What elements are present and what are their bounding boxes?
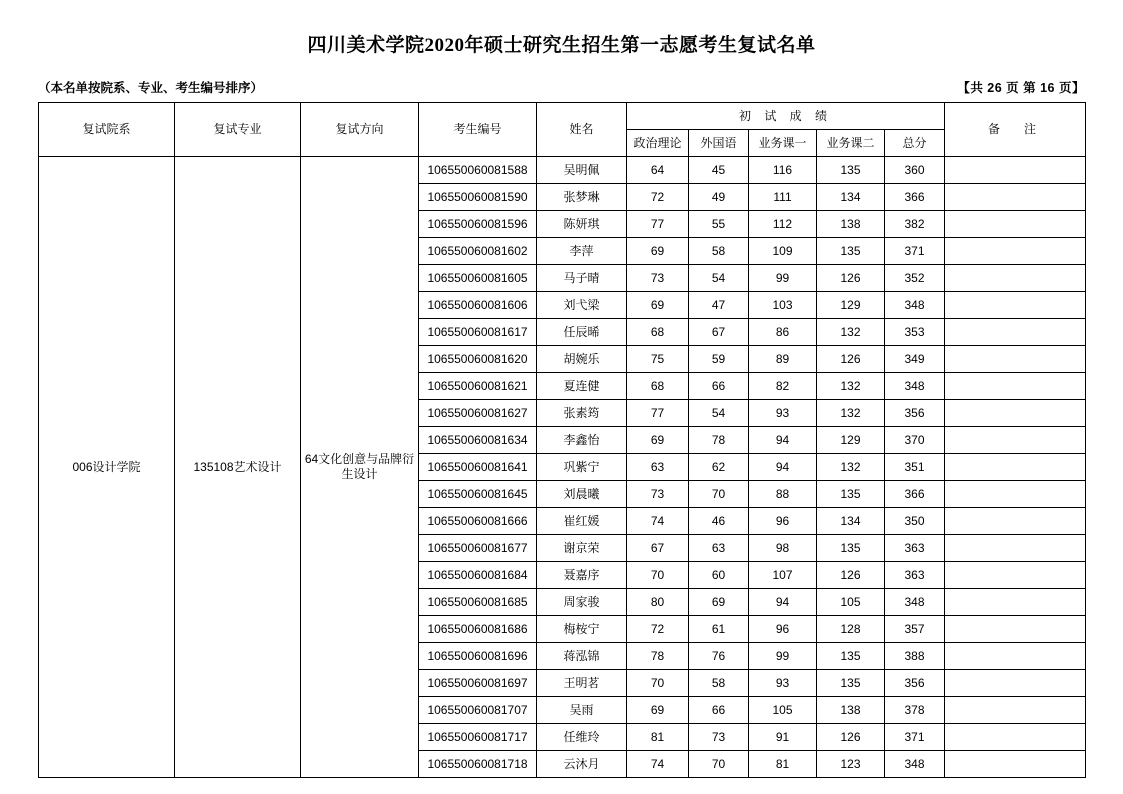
cell-candidate-id: 106550060081717 xyxy=(419,724,537,751)
cell-remark xyxy=(945,724,1086,751)
cell-foreign: 61 xyxy=(689,616,749,643)
cell-total: 349 xyxy=(885,346,945,373)
cell-total: 382 xyxy=(885,211,945,238)
cell-candidate-id: 106550060081697 xyxy=(419,670,537,697)
col-header-total: 总分 xyxy=(885,130,945,157)
cell-politics: 69 xyxy=(627,238,689,265)
cell-major1: 111 xyxy=(749,184,817,211)
cell-politics: 77 xyxy=(627,400,689,427)
cell-foreign: 69 xyxy=(689,589,749,616)
cell-major1: 98 xyxy=(749,535,817,562)
cell-politics: 74 xyxy=(627,508,689,535)
cell-major1: 112 xyxy=(749,211,817,238)
cell-foreign: 66 xyxy=(689,373,749,400)
cell-remark xyxy=(945,400,1086,427)
cell-remark xyxy=(945,616,1086,643)
cell-major2: 129 xyxy=(817,427,885,454)
cell-major1: 88 xyxy=(749,481,817,508)
cell-major1: 81 xyxy=(749,751,817,778)
cell-candidate-id: 106550060081685 xyxy=(419,589,537,616)
cell-major2: 126 xyxy=(817,724,885,751)
col-header-politics: 政治理论 xyxy=(627,130,689,157)
cell-remark xyxy=(945,157,1086,184)
col-header-major: 复试专业 xyxy=(175,103,301,157)
cell-politics: 63 xyxy=(627,454,689,481)
cell-total: 348 xyxy=(885,589,945,616)
cell-name: 任维玲 xyxy=(537,724,627,751)
cell-candidate-id: 106550060081596 xyxy=(419,211,537,238)
cell-major2: 135 xyxy=(817,643,885,670)
cell-politics: 73 xyxy=(627,481,689,508)
cell-politics: 73 xyxy=(627,265,689,292)
cell-total: 348 xyxy=(885,292,945,319)
cell-candidate-id: 106550060081606 xyxy=(419,292,537,319)
cell-name: 马子晴 xyxy=(537,265,627,292)
cell-foreign: 70 xyxy=(689,481,749,508)
cell-candidate-id: 106550060081684 xyxy=(419,562,537,589)
cell-remark xyxy=(945,454,1086,481)
cell-major1: 107 xyxy=(749,562,817,589)
cell-major1: 89 xyxy=(749,346,817,373)
cell-name: 张素筠 xyxy=(537,400,627,427)
cell-foreign: 49 xyxy=(689,184,749,211)
candidates-table xyxy=(38,102,1086,778)
table-row xyxy=(39,157,1086,184)
cell-total: 351 xyxy=(885,454,945,481)
cell-candidate-id: 106550060081590 xyxy=(419,184,537,211)
cell-major1: 94 xyxy=(749,454,817,481)
cell-name: 谢京荣 xyxy=(537,535,627,562)
col-header-remark: 备 注 xyxy=(945,103,1086,157)
cell-politics: 72 xyxy=(627,616,689,643)
col-header-foreign: 外国语 xyxy=(689,130,749,157)
cell-name: 崔红媛 xyxy=(537,508,627,535)
page-title: 四川美术学院2020年硕士研究生招生第一志愿考生复试名单 xyxy=(307,35,816,56)
cell-major2: 132 xyxy=(817,319,885,346)
cell-foreign: 58 xyxy=(689,238,749,265)
cell-remark xyxy=(945,211,1086,238)
subheader-row xyxy=(38,78,1085,96)
cell-total: 388 xyxy=(885,643,945,670)
cell-name: 吴明佩 xyxy=(537,157,627,184)
cell-name: 刘晨曦 xyxy=(537,481,627,508)
cell-candidate-id: 106550060081645 xyxy=(419,481,537,508)
cell-candidate-id: 106550060081666 xyxy=(419,508,537,535)
cell-foreign: 78 xyxy=(689,427,749,454)
cell-name: 梅桉宁 xyxy=(537,616,627,643)
cell-total: 363 xyxy=(885,535,945,562)
cell-remark xyxy=(945,238,1086,265)
cell-politics: 70 xyxy=(627,670,689,697)
cell-major2: 105 xyxy=(817,589,885,616)
table-header-row-1 xyxy=(39,103,1086,130)
col-header-name: 姓名 xyxy=(537,103,627,157)
cell-name: 云沐月 xyxy=(537,751,627,778)
cell-remark xyxy=(945,184,1086,211)
cell-foreign: 63 xyxy=(689,535,749,562)
cell-candidate-id: 106550060081621 xyxy=(419,373,537,400)
cell-remark xyxy=(945,427,1086,454)
cell-politics: 68 xyxy=(627,319,689,346)
cell-name: 陈妍琪 xyxy=(537,211,627,238)
cell-politics: 75 xyxy=(627,346,689,373)
cell-politics: 69 xyxy=(627,292,689,319)
cell-remark xyxy=(945,751,1086,778)
cell-major1: 99 xyxy=(749,643,817,670)
cell-major1: 94 xyxy=(749,427,817,454)
cell-foreign: 55 xyxy=(689,211,749,238)
cell-politics: 81 xyxy=(627,724,689,751)
cell-direction: 64文化创意与品牌衍生设计 xyxy=(301,157,419,778)
cell-name: 刘弋梁 xyxy=(537,292,627,319)
cell-candidate-id: 106550060081617 xyxy=(419,319,537,346)
cell-candidate-id: 106550060081620 xyxy=(419,346,537,373)
cell-remark xyxy=(945,562,1086,589)
cell-remark xyxy=(945,319,1086,346)
cell-name: 周家骏 xyxy=(537,589,627,616)
cell-candidate-id: 106550060081677 xyxy=(419,535,537,562)
cell-major1: 93 xyxy=(749,400,817,427)
cell-name: 蒋泓锦 xyxy=(537,643,627,670)
cell-major1: 105 xyxy=(749,697,817,724)
cell-remark xyxy=(945,346,1086,373)
cell-major1: 86 xyxy=(749,319,817,346)
cell-name: 王明茗 xyxy=(537,670,627,697)
cell-name: 李萍 xyxy=(537,238,627,265)
cell-politics: 78 xyxy=(627,643,689,670)
cell-remark xyxy=(945,589,1086,616)
cell-dept: 006设计学院 xyxy=(39,157,175,778)
cell-major1: 103 xyxy=(749,292,817,319)
cell-major2: 135 xyxy=(817,238,885,265)
cell-total: 366 xyxy=(885,184,945,211)
cell-major1: 96 xyxy=(749,508,817,535)
cell-total: 353 xyxy=(885,319,945,346)
cell-total: 356 xyxy=(885,400,945,427)
cell-candidate-id: 106550060081602 xyxy=(419,238,537,265)
cell-name: 聂嘉序 xyxy=(537,562,627,589)
cell-foreign: 62 xyxy=(689,454,749,481)
cell-major: 135108艺术设计 xyxy=(175,157,301,778)
cell-total: 352 xyxy=(885,265,945,292)
col-header-direction: 复试方向 xyxy=(301,103,419,157)
cell-remark xyxy=(945,481,1086,508)
cell-major2: 132 xyxy=(817,454,885,481)
cell-politics: 80 xyxy=(627,589,689,616)
cell-total: 370 xyxy=(885,427,945,454)
cell-foreign: 73 xyxy=(689,724,749,751)
cell-major2: 135 xyxy=(817,670,885,697)
cell-major2: 135 xyxy=(817,481,885,508)
cell-foreign: 45 xyxy=(689,157,749,184)
cell-major1: 94 xyxy=(749,589,817,616)
cell-total: 348 xyxy=(885,373,945,400)
cell-remark xyxy=(945,292,1086,319)
cell-major2: 134 xyxy=(817,508,885,535)
page-counter: 【共 26 页 第 16 页】 xyxy=(957,81,1085,95)
cell-major1: 116 xyxy=(749,157,817,184)
cell-total: 356 xyxy=(885,670,945,697)
cell-candidate-id: 106550060081627 xyxy=(419,400,537,427)
cell-name: 夏连健 xyxy=(537,373,627,400)
cell-total: 348 xyxy=(885,751,945,778)
cell-major1: 109 xyxy=(749,238,817,265)
cell-foreign: 70 xyxy=(689,751,749,778)
cell-foreign: 54 xyxy=(689,265,749,292)
cell-total: 350 xyxy=(885,508,945,535)
cell-politics: 77 xyxy=(627,211,689,238)
cell-total: 363 xyxy=(885,562,945,589)
cell-politics: 72 xyxy=(627,184,689,211)
cell-total: 366 xyxy=(885,481,945,508)
cell-candidate-id: 106550060081707 xyxy=(419,697,537,724)
cell-name: 吴雨 xyxy=(537,697,627,724)
cell-major2: 134 xyxy=(817,184,885,211)
col-header-major2: 业务课二 xyxy=(817,130,885,157)
cell-name: 巩紫宁 xyxy=(537,454,627,481)
cell-major1: 93 xyxy=(749,670,817,697)
cell-foreign: 54 xyxy=(689,400,749,427)
cell-major2: 128 xyxy=(817,616,885,643)
cell-candidate-id: 106550060081588 xyxy=(419,157,537,184)
cell-remark xyxy=(945,697,1086,724)
col-header-major1: 业务课一 xyxy=(749,130,817,157)
cell-politics: 70 xyxy=(627,562,689,589)
cell-major2: 135 xyxy=(817,535,885,562)
cell-foreign: 66 xyxy=(689,697,749,724)
cell-major1: 82 xyxy=(749,373,817,400)
cell-remark xyxy=(945,373,1086,400)
cell-major1: 91 xyxy=(749,724,817,751)
col-header-candidate-id: 考生编号 xyxy=(419,103,537,157)
cell-major2: 132 xyxy=(817,400,885,427)
cell-major2: 132 xyxy=(817,373,885,400)
cell-candidate-id: 106550060081641 xyxy=(419,454,537,481)
cell-politics: 74 xyxy=(627,751,689,778)
cell-major2: 138 xyxy=(817,697,885,724)
cell-remark xyxy=(945,535,1086,562)
cell-name: 任辰晞 xyxy=(537,319,627,346)
cell-major1: 99 xyxy=(749,265,817,292)
cell-major2: 129 xyxy=(817,292,885,319)
cell-politics: 69 xyxy=(627,427,689,454)
cell-major2: 126 xyxy=(817,346,885,373)
cell-politics: 67 xyxy=(627,535,689,562)
cell-politics: 68 xyxy=(627,373,689,400)
cell-major2: 138 xyxy=(817,211,885,238)
cell-total: 371 xyxy=(885,238,945,265)
cell-name: 胡婉乐 xyxy=(537,346,627,373)
cell-major1: 96 xyxy=(749,616,817,643)
cell-total: 371 xyxy=(885,724,945,751)
cell-major2: 123 xyxy=(817,751,885,778)
cell-foreign: 60 xyxy=(689,562,749,589)
cell-candidate-id: 106550060081686 xyxy=(419,616,537,643)
cell-remark xyxy=(945,643,1086,670)
cell-remark xyxy=(945,508,1086,535)
col-header-scores-group: 初 试 成 绩 xyxy=(627,103,945,130)
cell-remark xyxy=(945,670,1086,697)
col-header-dept: 复试院系 xyxy=(39,103,175,157)
cell-foreign: 58 xyxy=(689,670,749,697)
cell-candidate-id: 106550060081634 xyxy=(419,427,537,454)
cell-politics: 69 xyxy=(627,697,689,724)
cell-foreign: 59 xyxy=(689,346,749,373)
cell-candidate-id: 106550060081696 xyxy=(419,643,537,670)
cell-foreign: 67 xyxy=(689,319,749,346)
cell-major2: 126 xyxy=(817,265,885,292)
sorting-note: （本名单按院系、专业、考生编号排序） xyxy=(38,81,264,95)
cell-foreign: 46 xyxy=(689,508,749,535)
cell-name: 李鑫怡 xyxy=(537,427,627,454)
cell-foreign: 76 xyxy=(689,643,749,670)
cell-candidate-id: 106550060081605 xyxy=(419,265,537,292)
cell-candidate-id: 106550060081718 xyxy=(419,751,537,778)
cell-remark xyxy=(945,265,1086,292)
cell-total: 360 xyxy=(885,157,945,184)
cell-name: 张梦琳 xyxy=(537,184,627,211)
cell-major2: 135 xyxy=(817,157,885,184)
cell-total: 378 xyxy=(885,697,945,724)
cell-politics: 64 xyxy=(627,157,689,184)
cell-major2: 126 xyxy=(817,562,885,589)
cell-total: 357 xyxy=(885,616,945,643)
cell-foreign: 47 xyxy=(689,292,749,319)
